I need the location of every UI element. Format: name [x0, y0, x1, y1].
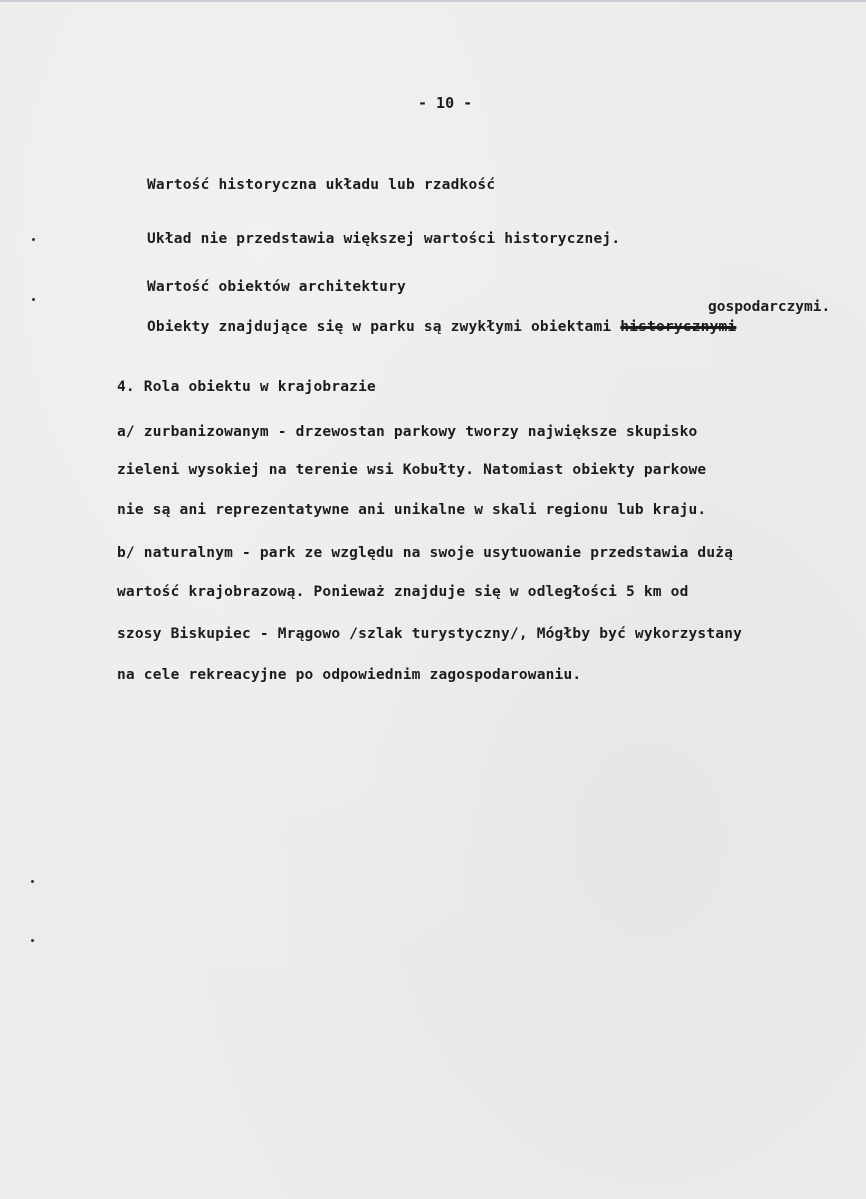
landscape-line: wartość krajobrazową. Ponieważ znajduje się w odległości 5 km od: [117, 584, 689, 600]
binding-hole-mark: [31, 939, 34, 942]
binding-hole-mark: [32, 298, 35, 301]
landscape-line: a/ zurbanizowanym - drzewostan parkowy tworzy największe skupisko: [117, 424, 698, 440]
landscape-line: nie są ani reprezentatywne ani unikalne w skali regionu lub kraju.: [117, 502, 707, 518]
historical-heading: Wartość historyczna układu lub rzadkość: [147, 177, 496, 193]
architecture-text-start: Obiekty znajdujące się w parku są zwykłymi obiektami: [147, 319, 612, 335]
binding-hole-mark: [31, 880, 34, 883]
historical-text: Układ nie przedstawia większej wartości historycznej.: [147, 231, 621, 247]
binding-hole-mark: [32, 238, 35, 241]
landscape-line: na cele rekreacyjne po odpowiednim zagospodarowaniu.: [117, 667, 582, 683]
landscape-line: zieleni wysokiej na terenie wsi Kobułty. Natomiast obiekty parkowe: [117, 462, 707, 478]
architecture-insertion: gospodarczymi.: [708, 299, 831, 315]
architecture-heading: Wartość obiektów architektury: [147, 279, 406, 295]
page-number: - 10 -: [418, 94, 473, 112]
architecture-struck-word: historycznymi: [620, 319, 737, 335]
landscape-heading: 4. Rola obiektu w krajobrazie: [117, 379, 376, 395]
landscape-line: b/ naturalnym - park ze względu na swoje usytuowanie przedstawia dużą: [117, 545, 734, 561]
architecture-text: [147, 319, 736, 335]
landscape-line: szosy Biskupiec - Mrągowo /szlak turystyczny/, Mógłby być wykorzystany: [117, 626, 743, 642]
